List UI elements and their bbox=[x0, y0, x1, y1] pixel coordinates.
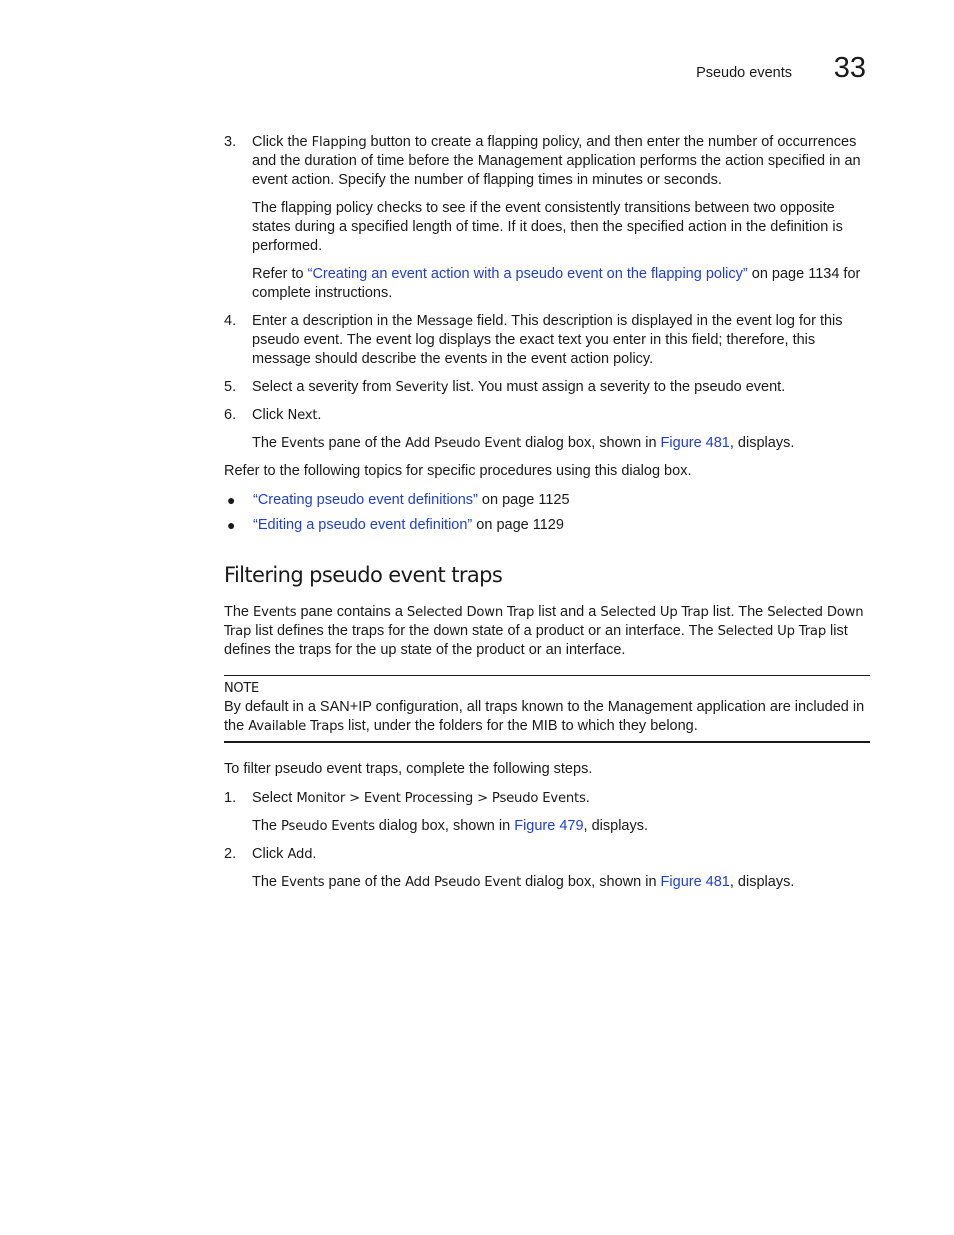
note-title: NOTE bbox=[224, 681, 259, 696]
para-text: list defines the traps for the up state of the product or an interface. bbox=[224, 623, 848, 658]
ui-term-events: Events bbox=[281, 436, 325, 451]
step-text: . bbox=[317, 407, 322, 423]
para-text: The bbox=[252, 435, 282, 451]
header-chapter-number: 33 bbox=[833, 52, 866, 84]
ui-term-selected-up-trap: Selected Up Trap bbox=[717, 624, 826, 639]
link-figure-481[interactable]: Figure 481 bbox=[660, 874, 730, 890]
para-text: dialog box, shown in bbox=[374, 818, 515, 834]
para-text: The bbox=[224, 604, 254, 620]
bullet-icon: ● bbox=[227, 517, 236, 533]
ui-term-events: Events bbox=[281, 875, 325, 890]
ui-term-next: Next bbox=[287, 408, 318, 423]
ui-term-selected-up-trap: Selected Up Trap bbox=[600, 605, 709, 620]
step-number: 5. bbox=[224, 379, 237, 395]
ui-term-selected-down-trap: Selected Down Trap bbox=[406, 605, 535, 620]
para-text: list defines the traps for the down state of a product or an interface. The bbox=[251, 623, 718, 639]
step-text: Click the bbox=[252, 134, 312, 150]
filter-step-1 bbox=[224, 789, 870, 808]
step-text: Click bbox=[252, 846, 288, 862]
link-figure-481[interactable]: Figure 481 bbox=[660, 435, 730, 451]
ui-term-severity: Severity bbox=[395, 380, 449, 395]
step-number: 6. bbox=[224, 407, 237, 423]
step-text: list. You must assign a severity to the pseudo event. bbox=[448, 379, 786, 395]
bullet-item bbox=[224, 491, 870, 510]
step-text: . bbox=[312, 846, 317, 862]
ui-term-menu-path: Monitor > Event Processing > Pseudo Events bbox=[296, 791, 586, 806]
para-text: pane contains a bbox=[296, 604, 407, 620]
ui-term-events: Events bbox=[253, 605, 297, 620]
page-content bbox=[224, 133, 870, 901]
ui-term-message: Message bbox=[416, 314, 473, 329]
ui-term-add-pseudo-event: Add Pseudo Event bbox=[405, 875, 522, 890]
ui-term-add: Add bbox=[287, 847, 313, 862]
step-6-result bbox=[224, 434, 870, 453]
step-5 bbox=[224, 378, 870, 397]
para-text: , displays. bbox=[729, 435, 795, 451]
step-number: 1. bbox=[224, 790, 237, 806]
para-text: By default in a SAN+IP configuration, all traps known to the Management application are included in the bbox=[224, 699, 865, 734]
ui-term-selected-down-trap: Selected Down Trap bbox=[224, 605, 864, 639]
step-text: Enter a description in the bbox=[252, 313, 417, 329]
step-text: Select bbox=[252, 790, 297, 806]
step-text: . bbox=[585, 790, 590, 806]
para-text: on page 1134 for complete instructions. bbox=[252, 266, 861, 301]
step-number: 4. bbox=[224, 313, 237, 329]
para-text: , displays. bbox=[729, 874, 795, 890]
step-6 bbox=[224, 406, 870, 425]
step-3 bbox=[224, 133, 870, 190]
link-figure-479[interactable]: Figure 479 bbox=[514, 818, 584, 834]
note-box bbox=[224, 675, 870, 743]
para-text: , displays. bbox=[583, 818, 649, 834]
bullet-text: on page 1125 bbox=[477, 492, 570, 508]
para-text: The bbox=[252, 874, 282, 890]
para-text: list. The bbox=[708, 604, 768, 620]
para-text: dialog box, shown in bbox=[521, 874, 661, 890]
link-editing-definition[interactable]: “Editing a pseudo event definition” bbox=[253, 517, 473, 533]
bullet-item bbox=[224, 516, 870, 535]
filter-step-2 bbox=[224, 845, 870, 864]
ui-term-flapping: Flapping bbox=[311, 135, 367, 150]
step-number: 2. bbox=[224, 846, 237, 862]
para-text: pane of the bbox=[324, 435, 406, 451]
flapping-description: The flapping policy checks to see if the event consistently transitions between two opposite states during a specified length of time. If it does, then the specified action in the definition is performed. bbox=[252, 200, 843, 254]
para-text: The bbox=[252, 818, 282, 834]
ui-term-pseudo-events: Pseudo Events bbox=[281, 819, 375, 834]
refer-topics-paragraph: Refer to the following topics for specific procedures using this dialog box. bbox=[224, 463, 692, 479]
section-intro bbox=[224, 603, 870, 660]
bullet-icon: ● bbox=[227, 492, 236, 508]
link-creating-definitions[interactable]: “Creating pseudo event definitions” bbox=[253, 492, 478, 508]
section-heading: Filtering pseudo event traps bbox=[224, 563, 503, 587]
step-number: 3. bbox=[224, 134, 237, 150]
filter-intro: To filter pseudo event traps, complete the following steps. bbox=[224, 761, 593, 777]
step-text: Click bbox=[252, 407, 288, 423]
bullet-text: on page 1129 bbox=[472, 517, 564, 533]
filter-step-1-result bbox=[224, 817, 870, 836]
para-text: Refer to bbox=[252, 266, 308, 282]
step-4 bbox=[224, 312, 870, 369]
header-section-title: Pseudo events bbox=[696, 65, 792, 81]
ui-term-available-traps: Available Traps bbox=[248, 719, 344, 734]
para-text: pane of the bbox=[324, 874, 406, 890]
step-text: Select a severity from bbox=[252, 379, 396, 395]
para-text: list, under the folders for the MIB to which they belong. bbox=[343, 718, 698, 734]
ui-term-add-pseudo-event: Add Pseudo Event bbox=[405, 436, 522, 451]
para-text: dialog box, shown in bbox=[521, 435, 661, 451]
link-flapping-policy[interactable]: “Creating an event action with a pseudo event on the flapping policy” bbox=[307, 266, 748, 282]
refer-flapping-paragraph bbox=[224, 265, 870, 303]
step-text: field. This description is displayed in the event log for this pseudo event. The event log displays the exact text you enter in this field; therefore, this message should describe the events in the event action policy. bbox=[252, 313, 843, 367]
filter-step-2-result bbox=[224, 873, 870, 892]
note-text bbox=[224, 698, 870, 736]
step-text: button to create a flapping policy, and then enter the number of occurrences and the duration of time before the Management application performs the action specified in an event action. Specify the number of flapping times in minutes or seconds. bbox=[252, 134, 861, 188]
para-text: list and a bbox=[534, 604, 601, 620]
